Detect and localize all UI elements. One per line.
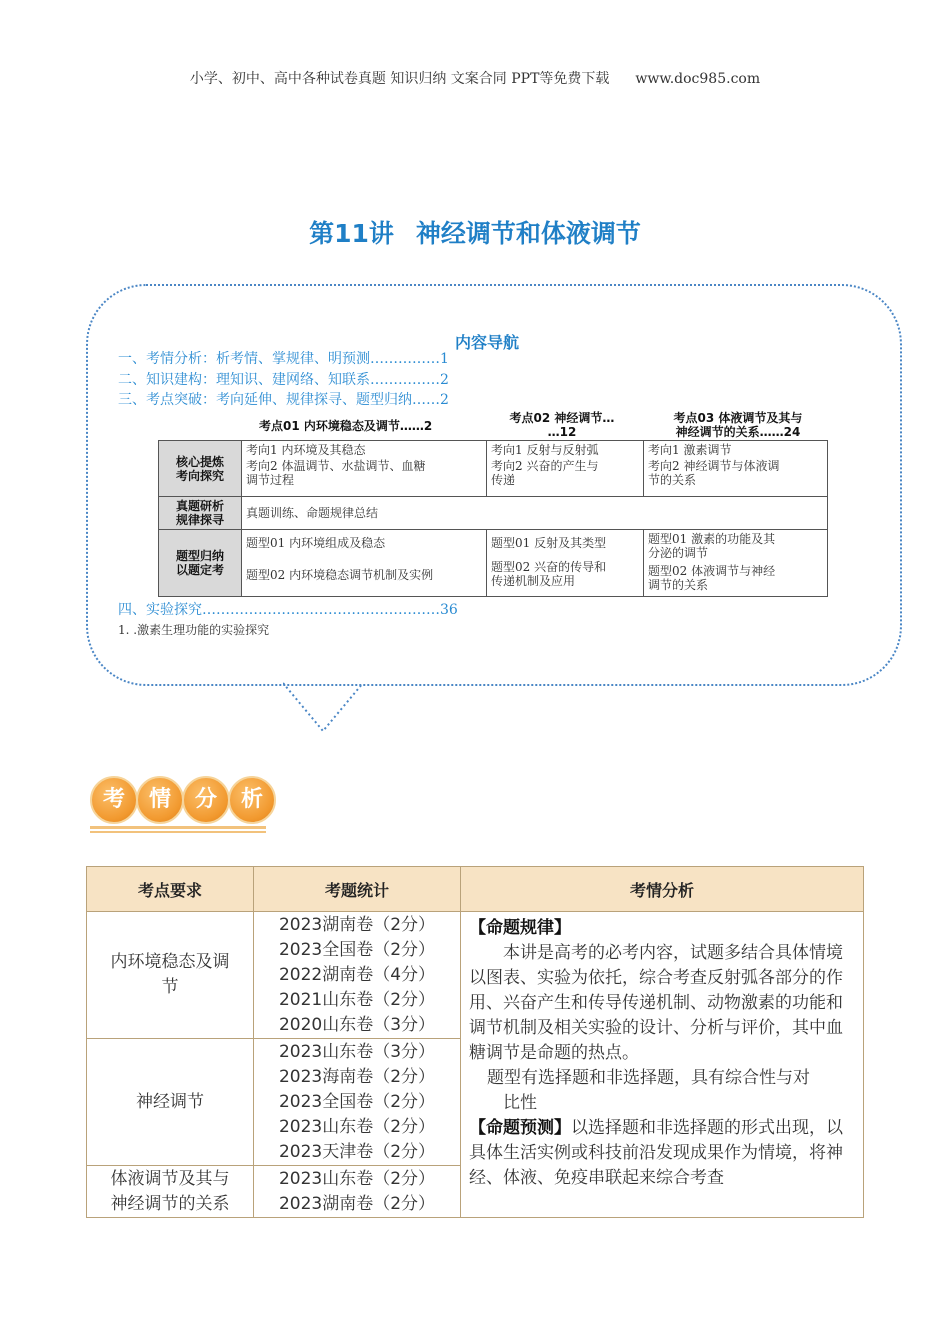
predict-text: 以选择题和非选择题的形式出现，以具体生活实例或科技前沿发现成果作为情境，将神经、体液、免疫串联起来综合考查: [469, 1118, 843, 1188]
badge-char-3: 分: [182, 776, 230, 824]
badge-char-2: 情: [136, 776, 184, 824]
nav-line-1[interactable]: 一、考情分析：析考情、掌规律、明预测……………1: [118, 351, 449, 367]
rule-text: 本讲是高考的必考内容，试题多结合具体情境以图表、实验为依托，综合考查反射弧各部分的作用、兴奋产生和传导传递机制、动物激素的功能和调节机制及相关实验的设计、分析与评价，其中血糖调节是命题的热点。: [469, 943, 843, 1063]
header-statistics: 考题统计: [254, 867, 461, 912]
stats-humoral: 2023山东卷（2分） 2023湖南卷（2分）: [254, 1166, 461, 1218]
nav-heading: 内容导航: [455, 333, 520, 352]
topic-homeostasis: 内环境稳态及调 节: [87, 912, 254, 1039]
analysis-row-1: [87, 912, 864, 1039]
stats-nerve: 2023山东卷（3分） 2023海南卷（2分） 2023全国卷（2分） 2023山东卷（2分） 2023天津卷（2分）: [254, 1039, 461, 1166]
types-text-1: 题型有选择题和非选择题，具有综合性与对: [487, 1068, 810, 1088]
predict-label: 【命题预测】: [469, 1118, 571, 1138]
nav-line-4[interactable]: 四、实验探究……………………………………………36: [118, 602, 458, 618]
bubble-tail: [283, 681, 373, 735]
page-title: [0, 214, 950, 250]
cell-types-1: 题型01 内环境组成及稳态 题型02 内环境稳态调节机制及实例: [242, 530, 487, 597]
header-text: 小学、初中、高中各种试卷真题 知识归纳 文案合同 PPT等免费下载: [189, 71, 610, 87]
badge-char-4: 析: [228, 776, 276, 824]
topic-humoral: 体液调节及其与 神经调节的关系: [87, 1166, 254, 1218]
title-lecture: 第11讲: [309, 219, 394, 248]
analysis-table: [86, 866, 864, 1218]
section-badge: [86, 774, 276, 834]
nav-line-2[interactable]: 二、知识建构：理知识、建网络、知联系……………2: [118, 372, 449, 388]
cell-types-2: 题型01 反射及其类型 题型02 兴奋的传导和 传递机制及应用: [487, 530, 644, 597]
cell-core-1: 考向1 内环境及其稳态 考向2 体温调节、水盐调节、血糖 调节过程: [242, 441, 487, 497]
stats-homeostasis: 2023湖南卷（2分） 2023全国卷（2分） 2022湖南卷（4分） 2021山东卷（2分） 2020山东卷（3分）: [254, 912, 461, 1039]
nav-col-1-head: 考点01 内环境稳态及调节……2: [259, 419, 433, 433]
nav-line-3[interactable]: 三、考点突破：考向延伸、规律探寻、题型归纳……2: [118, 392, 449, 408]
header-requirement: 考点要求: [87, 867, 254, 912]
row-head-types: 题型归纳 以题定考: [159, 530, 242, 597]
cell-exam: 真题训练、命题规律总结: [242, 497, 828, 530]
nav-row-core: [159, 441, 828, 497]
page-header: [0, 68, 950, 88]
header-analysis: 考情分析: [461, 867, 864, 912]
cell-core-2: 考向1 反射与反射弧 考向2 兴奋的产生与 传递: [487, 441, 644, 497]
nav-col-2-head: 考点02 神经调节… …12: [509, 411, 615, 439]
cell-core-3: 考向1 激素调节 考向2 神经调节与体液调 节的关系: [644, 441, 828, 497]
nav-row-types: [159, 530, 828, 597]
analysis-text: [461, 912, 864, 1218]
types-text-2: 比性: [503, 1093, 537, 1113]
rule-label: 【命题规律】: [469, 918, 571, 938]
header-site[interactable]: www.doc985.com: [635, 71, 761, 87]
row-head-core: 核心提炼 考向探究: [159, 441, 242, 497]
nav-row-exam: [159, 497, 828, 530]
badge-char-1: 考: [90, 776, 138, 824]
row-head-exam: 真题研析 规律探寻: [159, 497, 242, 530]
nav-line-5: 1. .激素生理功能的实验探究: [118, 623, 270, 637]
cell-types-3: 题型01 激素的功能及其 分泌的调节 题型02 体液调节与神经 调节的关系: [644, 530, 828, 597]
nav-table: [158, 440, 828, 597]
title-topic: 神经调节和体液调节: [415, 219, 641, 248]
analysis-header-row: [87, 867, 864, 912]
nav-col-3-head: 考点03 体液调节及其与 神经调节的关系……24: [673, 411, 803, 439]
topic-nerve: 神经调节: [87, 1039, 254, 1166]
